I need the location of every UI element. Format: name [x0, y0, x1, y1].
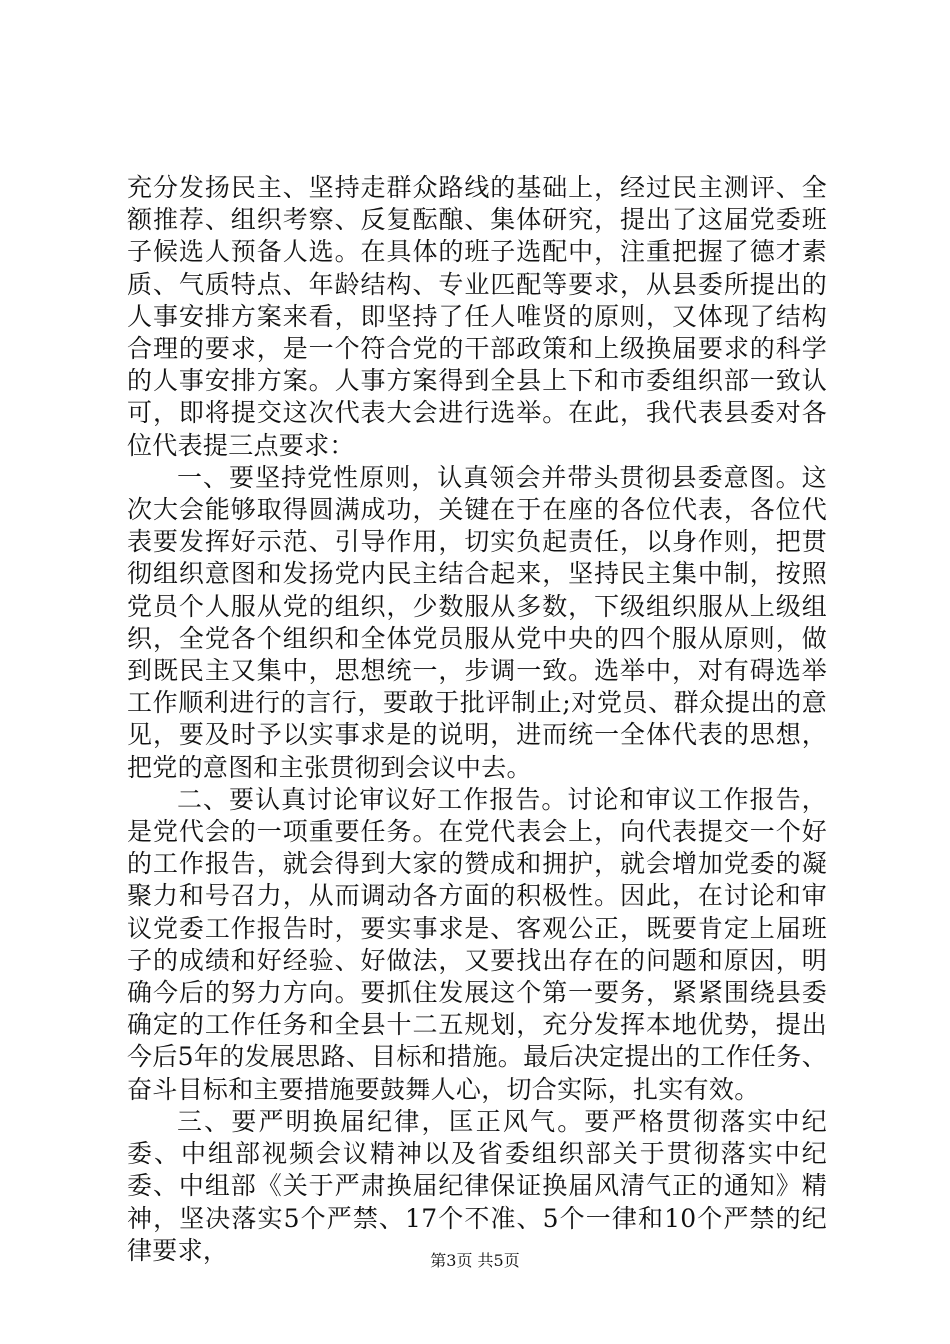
paragraph-requirement-one: 一、要坚持党性原则，认真领会并带头贯彻县委意图。这次大会能够取得圆满成功，关键在于在座的各位代表，各位代表要发挥好示范、引导作用，切实负起责任，以身作则，把贯彻组织意图和发扬党内民主结合起来，坚持民主集中制，按照党员个人服从党的组织，少数服从多数，下级组织服从上级组织，全党各个组织和全体党员服从党中央的四个服从原则，做到既民主又集中，思想统一，步调一致。选举中，对有碍选举工作顺利进行的言行，要敢于批评制止;对党员、群众提出的意见，要及时予以实事求是的说明，进而统一全体代表的思想，把党的意图和主张贯彻到会议中去。	[127, 462, 827, 782]
paragraph-requirement-three: 三、要严明换届纪律，匡正风气。要严格贯彻落实中纪委、中组部视频会议精神以及省委组织部关于贯彻落实中纪委、中组部《关于严肃换届纪律保证换届风清气正的通知》精神，坚决落实5个严禁、17个不准、5个一律和10个严禁的纪律要求，	[127, 1106, 827, 1265]
document-body	[127, 172, 827, 1267]
page-footer: 第3页 共5页	[430, 1251, 520, 1270]
paragraph-continuation: 充分发扬民主、坚持走群众路线的基础上，经过民主测评、全额推荐、组织考察、反复酝酿、集体研究，提出了这届党委班子候选人预备人选。在具体的班子选配中，注重把握了德才素质、气质特点、年龄结构、专业匹配等要求，从县委所提出的人事安排方案来看，即坚持了任人唯贤的原则，又体现了结构合理的要求，是一个符合党的干部政策和上级换届要求的科学的人事安排方案。人事方案得到全县上下和市委组织部一致认可，即将提交这次代表大会进行选举。在此，我代表县委对各位代表提三点要求：	[127, 173, 827, 460]
paragraph-requirement-two: 二、要认真讨论审议好工作报告。讨论和审议工作报告，是党代会的一项重要任务。在党代表会上，向代表提交一个好的工作报告，就会得到大家的赞成和拥护，就会增加党委的凝聚力和号召力，从而调动各方面的积极性。因此，在讨论和审议党委工作报告时，要实事求是、客观公正，既要肯定上届班子的成绩和好经验、好做法，又要找出存在的问题和原因，明确今后的努力方向。要抓住发展这个第一要务，紧紧围绕县委确定的工作任务和全县十二五规划，充分发挥本地优势，提出今后5年的发展思路、目标和措施。最后决定提出的工作任务、奋斗目标和主要措施要鼓舞人心，切合实际，扎实有效。	[127, 784, 827, 1104]
